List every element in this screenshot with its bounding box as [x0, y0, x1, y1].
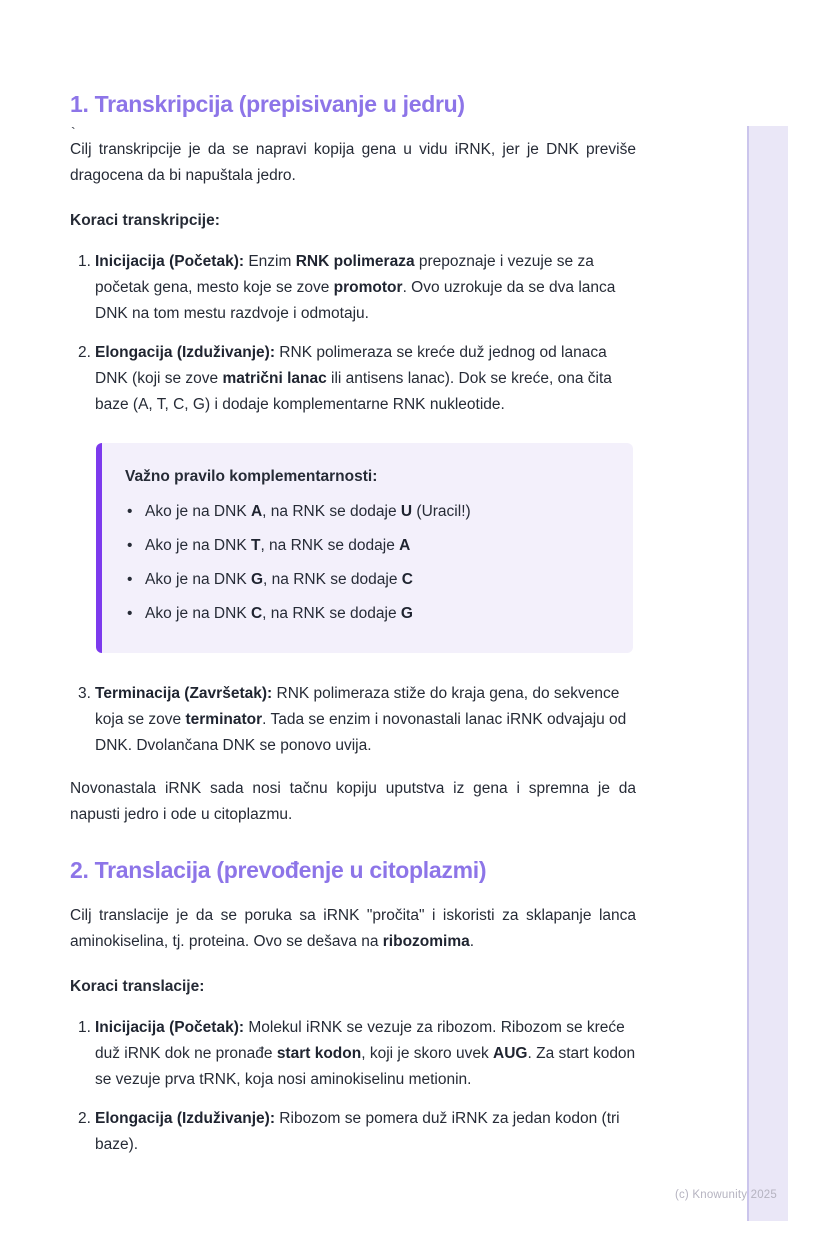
list-item [125, 499, 609, 525]
list-item-number: 1. [78, 1019, 91, 1036]
list-item-text: Elongacija (Izduživanje): Ribozom se pomera duž iRNK za jedan kodon (tri baze). [95, 1110, 620, 1153]
list-item-number: 2. [78, 344, 91, 361]
complementarity-rule-callout [96, 443, 633, 653]
callout-title: Važno pravilo komplementarnosti: [125, 468, 378, 485]
knowunity-watermark: (c) Knowunity 2025 [674, 1189, 777, 1201]
list-item [70, 340, 636, 418]
document-content [70, 88, 636, 1158]
section-2-heading: 2. Translacija (prevođenje u citoplazmi) [70, 857, 487, 883]
section-1-intro: Cilj transkripcije je da se napravi kopija gena u vidu iRNK, jer je DNK previše dragocena da bi napuštala jedro. [70, 141, 636, 184]
section-1-heading: 1. Transkripcija (prepisivanje u jedru) [70, 91, 465, 117]
list-item-text: Ako je na DNK C, na RNK se dodaje G [145, 605, 413, 622]
section-1-outro: Novonastala iRNK sada nosi tačnu kopiju uputstva iz gena i spremna je da napusti jedro i ode u citoplazmu. [70, 780, 636, 823]
bullet-dot-icon: • [127, 571, 133, 588]
translation-steps-label: Koraci translacije: [70, 978, 205, 995]
stray-backtick-mark: ` [71, 124, 76, 140]
list-item [70, 681, 636, 759]
list-item-number: 3. [78, 685, 91, 702]
list-item-number: 2. [78, 1110, 91, 1127]
list-item-text: Ako je na DNK G, na RNK se dodaje C [145, 571, 413, 588]
bullet-dot-icon: • [127, 503, 133, 520]
list-item [125, 601, 609, 627]
list-item-text: Inicijacija (Početak): Enzim RNK polimeraza prepoznaje i vezuje se za početak gena, mesto koje se zove promotor. Ovo uzrokuje da se dva lanca DNK na tom mestu razdvoje i odmotaju. [95, 253, 616, 322]
transcription-steps-list [70, 249, 636, 418]
list-item-number: 1. [78, 253, 91, 270]
list-item [70, 1015, 636, 1093]
transcription-steps-list-continued [70, 681, 636, 759]
list-item [70, 1106, 636, 1158]
page-side-strip [747, 126, 788, 1221]
list-item-text: Ako je na DNK T, na RNK se dodaje A [145, 537, 411, 554]
bullet-dot-icon: • [127, 537, 133, 554]
translation-steps-list [70, 1015, 636, 1158]
bullet-dot-icon: • [127, 605, 133, 622]
transcription-steps-label: Koraci transkripcije: [70, 212, 220, 229]
list-item-text: Ako je na DNK A, na RNK se dodaje U (Uracil!) [145, 503, 471, 520]
section-2-intro: Cilj translacije je da se poruka sa iRNK "pročita" i iskoristi za sklapanje lanca aminokiselina, tj. proteina. Ovo se dešava na ribozomima. [70, 907, 636, 950]
list-item-text: Elongacija (Izduživanje): RNK polimeraza se kreće duž jednog od lanaca DNK (koji se zove matrični lanac ili antisens lanac). Dok se kreće, ona čita baze (A, T, C, G) i dodaje komplementarne RNK nukleotide. [95, 344, 612, 413]
list-item-text: Inicijacija (Početak): Molekul iRNK se vezuje za ribozom. Ribozom se kreće duž iRNK dok ne pronađe start kodon, koji je skoro uvek AUG. Za start kodon se vezuje prva tRNK, koja nosi aminokiselinu metionin. [95, 1019, 636, 1088]
list-item-text: Terminacija (Završetak): RNK polimeraza stiže do kraja gena, do sekvence koja se zove terminator. Tada se enzim i novonastali lanac iRNK odvajaju od DNK. Dvolančana DNK se ponovo uvija. [95, 685, 627, 754]
list-item [70, 249, 636, 327]
list-item [125, 567, 609, 593]
list-item [125, 533, 609, 559]
